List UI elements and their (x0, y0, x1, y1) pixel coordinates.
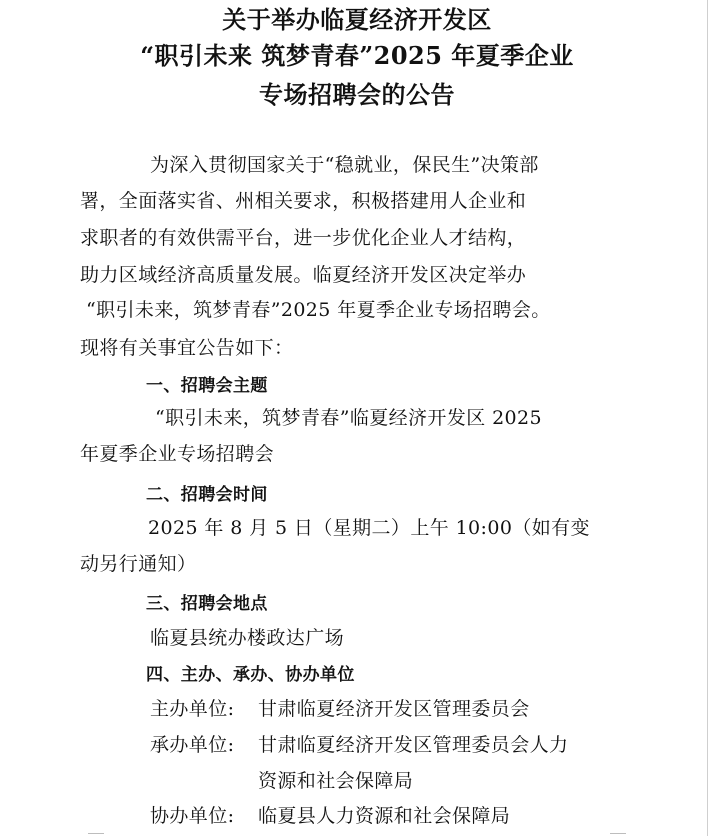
co-organizer-unit-label: 协办单位: (150, 805, 235, 827)
section-1-line-1: “职引未来，筑梦青春”临夏经济开发区 2025 (155, 407, 543, 429)
section-1-line-2: 年夏季企业专场招聘会 (80, 443, 275, 465)
host-unit-value: 甘肃临夏经济开发区管理委员会 (258, 698, 530, 720)
organizer-unit-value-line-1: 甘肃临夏经济开发区管理委员会人力 (258, 734, 569, 756)
section-3-line-1: 临夏县统办楼政达广场 (150, 627, 345, 649)
section-2-heading: 二、招聘会时间 (146, 485, 268, 505)
intro-line-2: 署，全面落实省、州相关要求，积极搭建用人企业和 (80, 190, 527, 212)
section-3-heading: 三、招聘会地点 (146, 594, 268, 614)
section-4-heading: 四、主办、承办、协办单位 (146, 665, 355, 685)
page-corner-mark-right (610, 833, 626, 834)
title-line-1: 关于举办临夏经济开发区 (222, 5, 492, 34)
host-unit-label: 主办单位: (150, 698, 235, 720)
co-organizer-unit-value: 临夏县人力资源和社会保障局 (258, 805, 511, 827)
intro-line-4: 助力区域经济高质量发展。临夏经济开发区决定举办 (80, 264, 527, 286)
section-2-line-2: 动另行通知） (80, 553, 197, 575)
section-2-line-1: 2025 年 8 月 5 日（星期二）上午 10:00（如有变 (148, 517, 590, 539)
page-right-border (707, 0, 708, 836)
organizer-unit-value-line-2: 资源和社会保障局 (258, 770, 414, 792)
organizer-unit-label: 承办单位: (150, 734, 235, 756)
page-corner-mark-left (88, 833, 104, 834)
section-1-heading: 一、招聘会主题 (146, 376, 268, 396)
intro-line-6: 现将有关事宜公告如下： (80, 337, 294, 359)
title-line-2: “职引未来 筑梦青春”2025 年夏季企业 (140, 41, 574, 70)
title-line-3: 专场招聘会的公告 (259, 80, 455, 109)
intro-line-5: “职引未来，筑梦青春”2025 年夏季企业专场招聘会。 (86, 299, 551, 321)
intro-line-1: 为深入贯彻国家关于“稳就业，保民生”决策部 (150, 154, 539, 176)
intro-line-3: 求职者的有效供需平台，进一步优化企业人才结构， (80, 227, 527, 249)
